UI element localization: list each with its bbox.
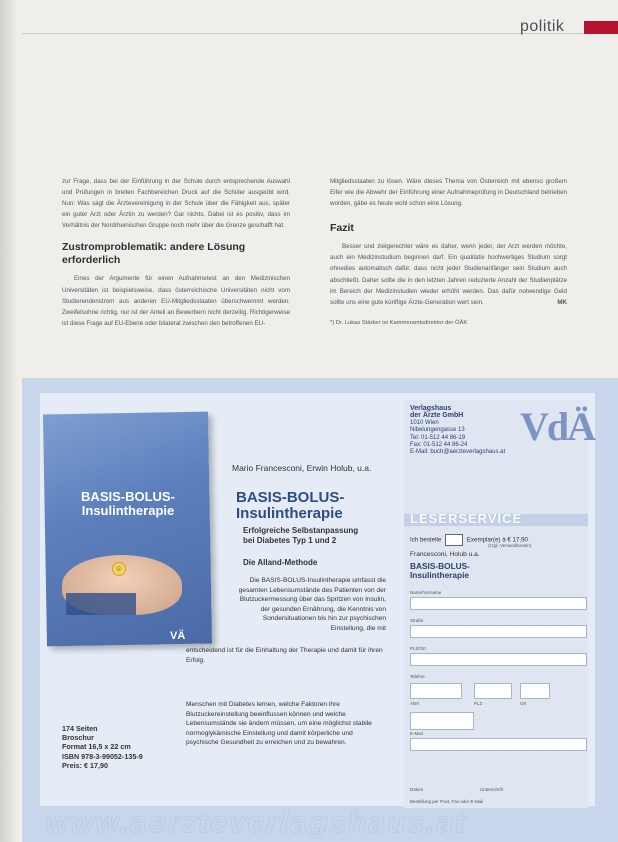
author-signoff: MK <box>557 298 567 306</box>
publisher-line: Verlagshaus <box>410 405 452 412</box>
ad-website-url[interactable]: www.aerzteverlagshaus.at <box>45 806 468 839</box>
smiley-icon: ☺ <box>112 562 126 576</box>
ad-subtitle-line: bei Diabetes Typ 1 und 2 <box>243 536 337 545</box>
article-column-left <box>62 176 290 329</box>
section-color-tab <box>584 21 618 34</box>
ad-authors: Mario Francesconi, Erwin Holub, u.a. <box>232 463 372 473</box>
ad-book-title <box>236 490 344 522</box>
ad-subtitle <box>243 526 358 546</box>
form-label: PLZ/Ort <box>410 646 426 651</box>
street-field[interactable] <box>410 625 587 638</box>
form-label: Telefon <box>410 674 425 679</box>
article-paragraph: Eines der Argumente für einen Aufnahmetest an den Medizinischen Universitäten ist beispielsweise, dass österreichische Universitäten nicht vom Studierendenstrom aus anderen EU-Mitgliedsstaaten überschwemmt werden. Zweifelsohne richtig, nur ist der Anteil an Bewerbern nicht derzeitig. Richtigerweise ist diese Frage auf EU-Ebene oder bilateral zwischen den betroffenen EU- <box>62 275 290 327</box>
form-label: E-Mail <box>410 731 423 736</box>
signature-label: Unterschrift <box>480 787 504 792</box>
quantity-field[interactable] <box>445 534 463 546</box>
publisher-info <box>410 405 505 457</box>
form-label: Name/Vorname <box>410 590 442 595</box>
order-bottom-note: Bestellung per Post, Fax oder E-Mail <box>410 799 484 804</box>
order-note: (zzgl. Versandkosten) <box>488 543 532 548</box>
ad-description: Menschen mit Diabetes lernen, welche Faktoren ihre Blutzuckereinstellung beeinflussen können und welche Lebensumstände sie ändern müssen, um eine möglichst stabile normoglykämische Einstellung und damit körperliche und psychische Gesundheit zu erreichen und zu bewahren. <box>186 701 372 747</box>
publisher-line: 1010 Wien <box>410 419 439 426</box>
ad-method: Die Alland-Methode <box>243 558 318 567</box>
order-title-line: BASIS-BOLUS- <box>410 561 470 571</box>
ad-description: Die BASIS-BOLUS-Insulintherapie umfasst die gesamten Lebensumstände des Patienten von der Blutzuckermessung über das Spritzen von Insulin, der gesunden Ernährung, die Kenntnis von Sondersituationen bis hin zur psychischen Einstellung, die mit <box>238 577 386 632</box>
publisher-line: der Ärzte GmbH <box>410 412 464 420</box>
form-label: PLZ <box>474 701 483 706</box>
ad-subtitle-line: Erfolgreiche Selbstanpassung <box>243 526 359 535</box>
article-subheading: Zustromproblematik: andere Lösung erforderlich <box>62 241 246 267</box>
section-label: politik <box>520 18 565 35</box>
ad-description: entscheidend ist für die Einhaltung der Therapie und damit für ihren Erfolg. <box>186 647 383 664</box>
form-label: Straße <box>410 618 424 623</box>
book-cover-logo: VÄ <box>170 630 186 642</box>
book-cover-strip <box>66 593 136 615</box>
place-field[interactable] <box>520 683 550 699</box>
ad-title-line: Insulintherapie <box>236 505 343 522</box>
publisher-logo: VdÄ <box>520 404 595 449</box>
form-label: Ort <box>520 701 527 706</box>
book-spec: Preis: € 17,90 <box>62 760 108 770</box>
zip-field[interactable] <box>474 683 512 699</box>
article-paragraph: zur Frage, dass bei der Einführung in der Schule durch entsprechende Auswahl und Prüfungen in breiten Fachbereichen Druck auf die Schüler ausgeübt wird. Nun: Was sagt die Ärztevereinigung in der Schule über die Fähigkeit aus, später ein guter Arzt oder Ärztin zu werden? Gar nichts. Dabei ist es positiv, dass im Verhältnis der Nordrheinischen Gruppe noch mehr über die Grenze geschafft hat. <box>62 178 290 230</box>
order-title-line: Insulintherapie <box>410 570 470 580</box>
ad-title-line: BASIS-BOLUS- <box>236 489 345 506</box>
article-paragraph <box>330 241 567 308</box>
name-field[interactable] <box>410 597 587 610</box>
book-cover-title: BASIS-BOLUS-Insulintherapie <box>81 489 175 518</box>
article-paragraph: Mitgliedsstaaten zu lösen. Wäre dieses Thema von Österreich mit ebenso großem Eifer wie die Abwehr der Einführung einer Aufnahmeprüfung in Deutschland betrieben worden, gäbe es heute wohl schon eine Lösung. <box>330 178 567 208</box>
book-specs <box>62 724 143 770</box>
form-label: Alter <box>410 701 420 706</box>
publisher-line: E-Mail: buch@aerzteverlagshaus.at <box>410 449 506 456</box>
publisher-line: Fax: 01-512 44 86-24 <box>410 442 468 449</box>
order-book-title <box>410 562 470 580</box>
order-prefix: Ich bestelle <box>410 536 442 544</box>
book-spec: ISBN 978-3-99052-135-9 <box>62 751 143 761</box>
article-paragraph-text: Besser und zielgerechter wäre es daher, wenn jeder, der Arzt werden möchte, auch ein Medizinstudium beginnen darf. Ein qualitativ hochwertiges Studium sorgt ohnedies automatisch dafür, dass nicht jeder Studienanfänger sein Studium auch abschließt. Daher sollte die in den letzten Jahren reduzierte Anzahl der Studienplätze im Bereich der Medizinstudien wieder erhöht werden. Das dafür notwendige Geld sollte uns eine gute künftige Ärzte-Generation wert sein. <box>330 243 567 306</box>
book-spec: Broschur <box>62 733 94 743</box>
publisher-line: Tel: 01-512 44 86-19 <box>410 434 466 441</box>
email-field[interactable] <box>410 738 587 751</box>
publisher-line: Nibelungengasse 13 <box>410 427 465 434</box>
order-suffix: Exemplar(e) à € 17,90 <box>466 536 529 544</box>
book-spec: 174 Seiten <box>62 724 98 733</box>
service-banner: LESERSERVICE <box>410 511 523 526</box>
book-spec: Format 16,5 x 22 cm <box>62 742 131 752</box>
article-subheading: Fazit <box>330 222 354 235</box>
article-column-right <box>330 176 567 329</box>
order-authors: Francesconi, Holub u.a. <box>410 551 480 558</box>
page-edge-shadow <box>0 0 18 842</box>
city-field[interactable] <box>410 653 587 666</box>
age-field[interactable] <box>410 683 462 699</box>
article-footnote: *) Dr. Lukas Stärker ist Kammeramtsdirektor der ÖÄK <box>330 319 468 326</box>
date-label: Datum <box>410 787 424 792</box>
phone-field[interactable] <box>410 712 474 730</box>
